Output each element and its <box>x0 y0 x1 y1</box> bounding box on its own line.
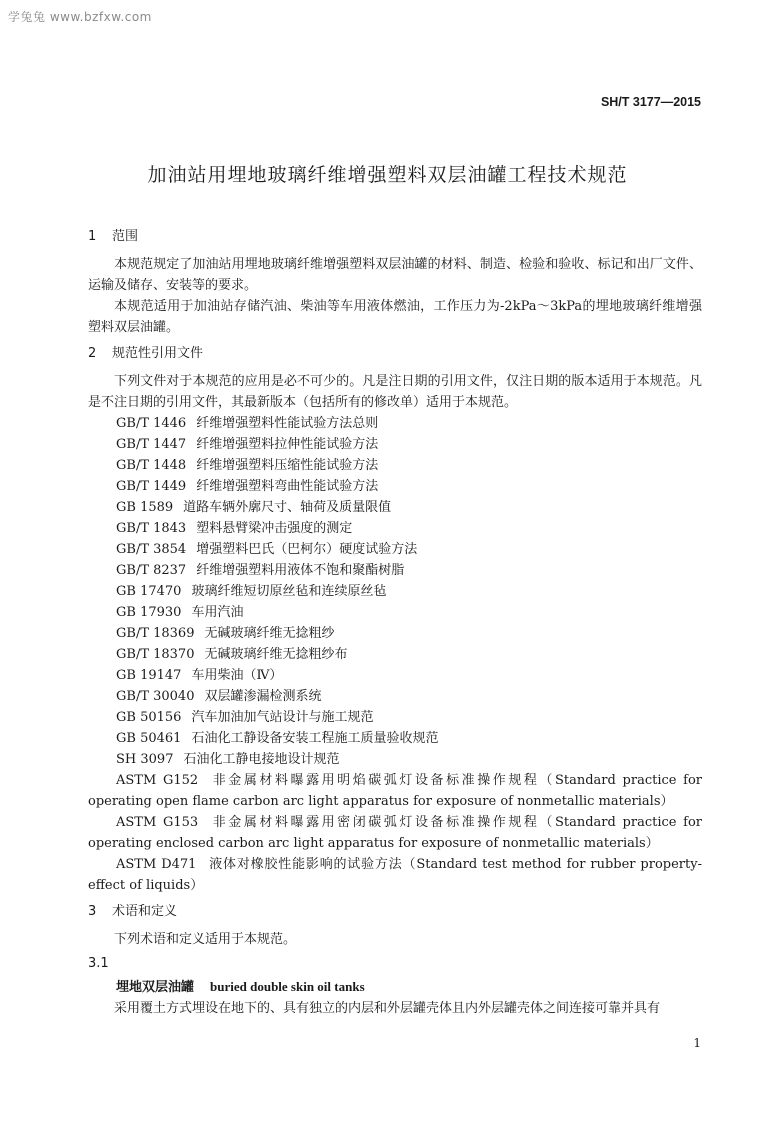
term-heading <box>88 976 702 998</box>
reference-code: GB/T 1446 <box>116 416 187 431</box>
reference-item <box>88 581 702 602</box>
paragraph: 本规范适用于加油站存储汽油、柴油等车用液体燃油，工作压力为-2kPa～3kPa的埋地玻璃纤维增强塑料双层油罐。 <box>88 299 702 335</box>
page-title: 加油站用埋地玻璃纤维增强塑料双层油罐工程技术规范 <box>147 164 628 186</box>
reference-name: 无碱玻璃纤维无捻粗纱布 <box>204 647 348 662</box>
term-chinese: 埋地双层油罐 <box>116 980 195 995</box>
reference-item-long <box>88 770 702 812</box>
reference-name: 纤维增强塑料弯曲性能试验方法 <box>196 479 379 494</box>
reference-name: 石油化工静设备安装工程施工质量验收规范 <box>191 731 439 746</box>
reference-code: GB 1589 <box>116 500 174 515</box>
reference-name: 石油化工静电接地设计规范 <box>183 752 340 767</box>
reference-name: 纤维增强塑料性能试验方法总则 <box>196 416 379 431</box>
paragraph: 下列术语和定义适用于本规范。 <box>114 932 297 947</box>
standard-code: SH/T 3177—2015 <box>600 95 701 109</box>
reference-item <box>88 686 702 707</box>
reference-item <box>88 476 702 497</box>
reference-code: GB/T 18370 <box>116 647 195 662</box>
page-number: 1 <box>693 1036 701 1050</box>
reference-item-long <box>88 812 702 854</box>
reference-name: 塑料悬臂梁冲击强度的测定 <box>196 521 353 536</box>
section-title: 范围 <box>112 229 139 244</box>
reference-item <box>88 539 702 560</box>
section-3-heading <box>88 902 702 922</box>
section-2-heading <box>88 344 702 364</box>
reference-item <box>88 728 702 749</box>
reference-code: SH 3097 <box>116 752 174 767</box>
reference-item <box>88 455 702 476</box>
section-number: 2 <box>88 346 97 361</box>
reference-code: GB/T 3854 <box>116 542 187 557</box>
reference-name: 纤维增强塑料用液体不饱和聚酯树脂 <box>196 563 405 578</box>
reference-code: ASTM D471 <box>116 857 197 872</box>
reference-name: 车用汽油 <box>191 605 244 620</box>
section-title: 规范性引用文件 <box>112 346 204 361</box>
reference-item <box>88 602 702 623</box>
reference-item-long <box>88 854 702 896</box>
reference-code: GB/T 1447 <box>116 437 187 452</box>
term-definition: 采用覆土方式埋设在地下的、具有独立的内层和外层罐壳体且内外层罐壳体之间连接可靠并具有 <box>114 1001 661 1016</box>
reference-name: 增强塑料巴氏（巴柯尔）硬度试验方法 <box>196 542 418 557</box>
reference-text: 非金属材料曝露用密闭碳弧灯设备标准操作规程（Standard practice for operating enclosed carbon arc light apparatus for exposure of nonmetallic materials） <box>88 815 703 851</box>
reference-item <box>88 518 702 539</box>
reference-text: 非金属材料曝露用明焰碳弧灯设备标准操作规程（Standard practice for operating open flame carbon arc light apparatus for exposure of nonmetallic materials） <box>88 773 703 809</box>
reference-code: GB/T 1843 <box>116 521 187 536</box>
section-title: 术语和定义 <box>112 904 178 919</box>
reference-name: 纤维增强塑料压缩性能试验方法 <box>196 458 379 473</box>
reference-code: GB 17930 <box>116 605 182 620</box>
reference-item <box>88 749 702 770</box>
reference-name: 玻璃纤维短切原丝毡和连续原丝毡 <box>191 584 387 599</box>
reference-code: GB/T 8237 <box>116 563 187 578</box>
section-1-heading <box>88 227 702 247</box>
reference-code: GB/T 18369 <box>116 626 195 641</box>
term-english: buried double skin oil tanks <box>210 979 365 994</box>
reference-item <box>88 644 702 665</box>
reference-code: GB 19147 <box>116 668 182 683</box>
reference-code: GB 17470 <box>116 584 182 599</box>
reference-item <box>88 497 702 518</box>
reference-item <box>88 434 702 455</box>
reference-code: ASTM G153 <box>116 815 199 830</box>
reference-code: ASTM G152 <box>116 773 199 788</box>
document-body <box>88 221 702 1019</box>
reference-item <box>88 623 702 644</box>
subsection-number: 3.1 <box>88 956 109 971</box>
reference-name: 车用柴油（Ⅳ） <box>191 668 283 683</box>
section-number: 3 <box>88 904 97 919</box>
reference-item <box>88 413 702 434</box>
reference-code: GB/T 1448 <box>116 458 187 473</box>
reference-name: 无碱玻璃纤维无捻粗纱 <box>204 626 335 641</box>
paragraph: 下列文件对于本规范的应用是必不可少的。凡是注日期的引用文件，仅注日期的版本适用于本规范。凡是不注日期的引用文件，其最新版本（包括所有的修改单）适用于本规范。 <box>88 374 702 410</box>
reference-code: GB 50461 <box>116 731 182 746</box>
reference-item <box>88 665 702 686</box>
reference-name: 汽车加油加气站设计与施工规范 <box>191 710 374 725</box>
reference-name: 道路车辆外廓尺寸、轴荷及质量限值 <box>183 500 392 515</box>
section-number: 1 <box>88 229 97 244</box>
paragraph: 本规范规定了加油站用埋地玻璃纤维增强塑料双层油罐的材料、制造、检验和验收、标记和出厂文件、运输及储存、安装等的要求。 <box>88 257 702 293</box>
reference-item <box>88 707 702 728</box>
reference-code: GB 50156 <box>116 710 182 725</box>
reference-name: 双层罐渗漏检测系统 <box>204 689 322 704</box>
reference-item <box>88 560 702 581</box>
watermark: 学兔兔 www.bzfxw.com <box>8 10 152 24</box>
reference-name: 纤维增强塑料拉伸性能试验方法 <box>196 437 379 452</box>
reference-code: GB/T 1449 <box>116 479 187 494</box>
reference-text: 液体对橡胶性能影响的试验方法（Standard test method for rubber property-effect of liquids） <box>88 857 702 893</box>
reference-code: GB/T 30040 <box>116 689 195 704</box>
